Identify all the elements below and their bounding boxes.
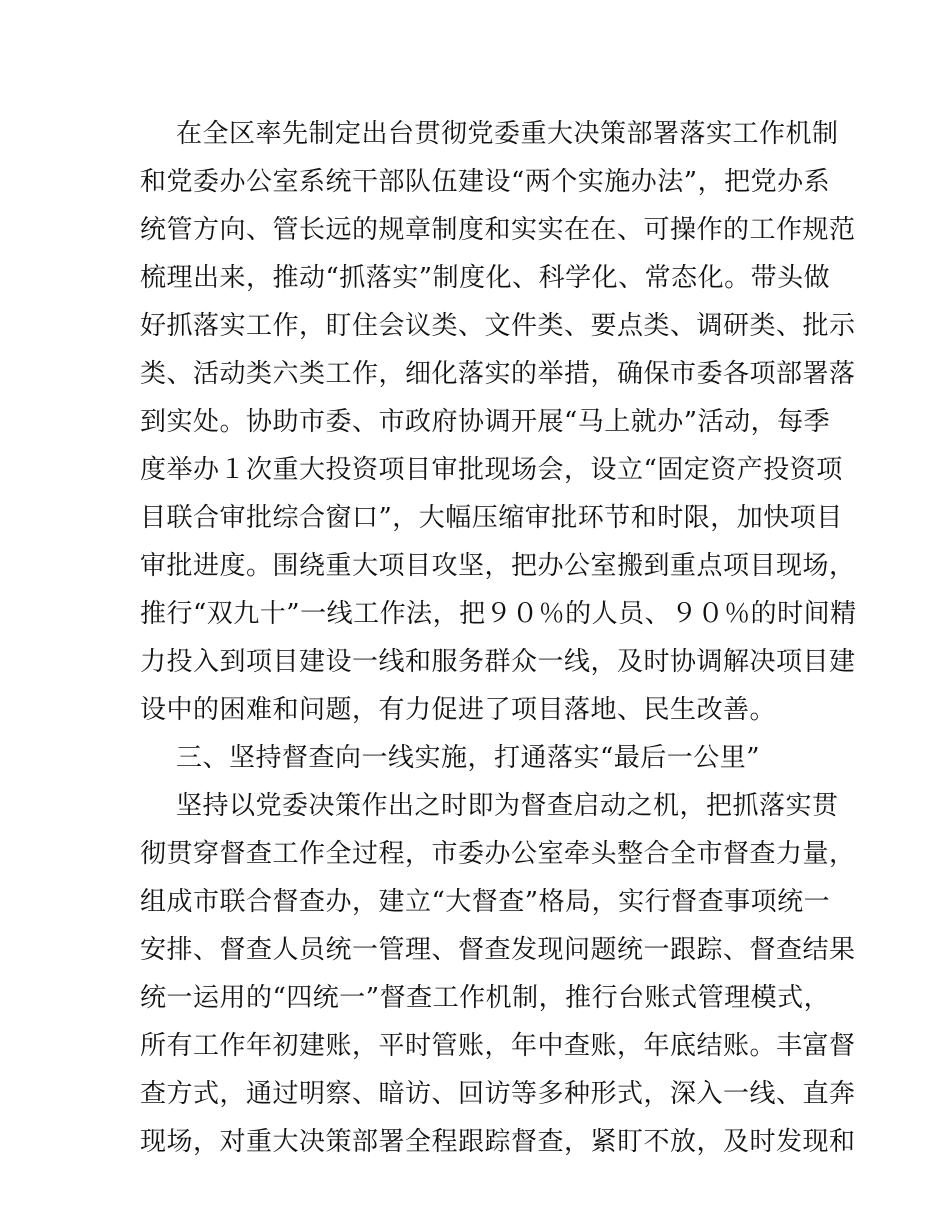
paragraph-line: 梳理出来，推动“抓落实”制度化、科学化、常态化。带头做 xyxy=(140,263,831,293)
paragraph-line: 所有工作年初建账，平时管账，年中查账，年底结账。丰富督 xyxy=(140,1031,856,1061)
paragraph-line: 查方式，通过明察、暗访、回访等多种形式，深入一线、直奔 xyxy=(140,1079,856,1109)
paragraph-line: 度举办１次重大投资项目审批现场会，设立“固定资产投资项 xyxy=(140,455,843,485)
paragraph-line: 现场，对重大决策部署全程跟踪督查，紧盯不放，及时发现和 xyxy=(140,1127,856,1157)
paragraph-line: 设中的困难和问题，有力促进了项目落地、民生改善。 xyxy=(140,695,777,725)
paragraph-line: 到实处。协助市委、市政府协调开展“马上就办”活动，每季 xyxy=(140,407,831,437)
paragraph-line: 类、活动类六类工作，细化落实的举措，确保市委各项部署落 xyxy=(140,359,856,389)
paragraph-line: 彻贯穿督查工作全过程，市委办公室牵头整合全市督查力量， xyxy=(140,839,856,869)
paragraph-line: 好抓落实工作，盯住会议类、文件类、要点类、调研类、批示 xyxy=(140,311,856,341)
paragraph-line: 统管方向、管长远的规章制度和实实在在、可操作的工作规范 xyxy=(140,215,856,245)
paragraph-line: 在全区率先制定出台贯彻党委重大决策部署落实工作机制 xyxy=(176,119,839,149)
paragraph-line: 和党委办公室系统干部队伍建设“两个实施办法”，把党办系 xyxy=(140,167,831,197)
paragraph-1 xyxy=(140,110,857,734)
paragraph-line: 安排、督查人员统一管理、督查发现问题统一跟踪、督查结果 xyxy=(140,935,856,965)
paragraph-line: 力投入到项目建设一线和服务群众一线，及时协调解决项目建 xyxy=(140,647,856,677)
document-body xyxy=(140,110,857,1166)
paragraph-line: 统一运用的“四统一”督查工作机制，推行台账式管理模式， xyxy=(140,983,831,1013)
paragraph-line: 审批进度。围绕重大项目攻坚，把办公室搬到重点项目现场， xyxy=(140,551,856,581)
paragraph-line: 组成市联合督查办，建立“大督查”格局，实行督查事项统一 xyxy=(140,887,831,917)
paragraph-line: 推行“双九十”一线工作法，把９０％的人员、９０％的时间精 xyxy=(140,599,857,629)
paragraph-2 xyxy=(140,782,856,1166)
section-heading: 三、坚持督查向一线实施，打通落实“最后一公里” xyxy=(176,743,761,773)
paragraph-line: 目联合审批综合窗口”，大幅压缩审批环节和时限，加快项目 xyxy=(140,503,843,533)
paragraph-line: 坚持以党委决策作出之时即为督查启动之机，把抓落实贯 xyxy=(176,791,839,821)
